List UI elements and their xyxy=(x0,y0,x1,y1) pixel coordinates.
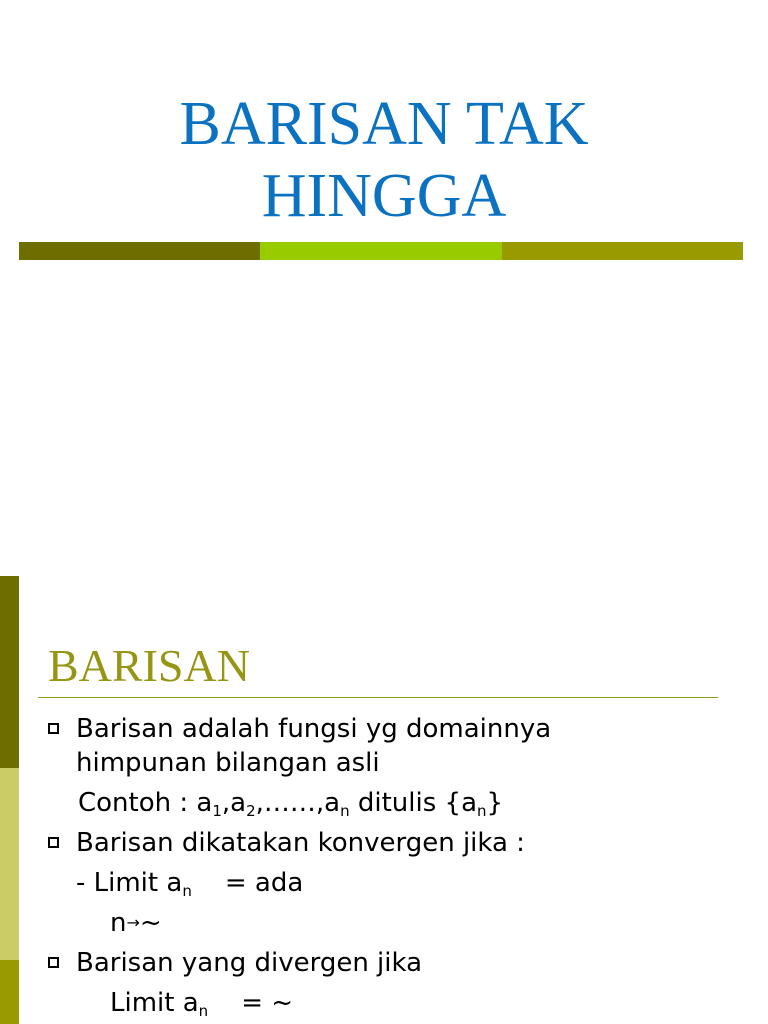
slide-title: BARISAN TAK HINGGA xyxy=(179,90,589,230)
bullet2-limit xyxy=(76,866,303,900)
limit-result: = ada xyxy=(191,868,304,898)
example-text-3: ,……,a xyxy=(255,788,341,818)
bullet-square-icon xyxy=(48,723,59,734)
example-text-4: ditulis {a xyxy=(349,788,478,818)
limit-text: - Limit a xyxy=(76,868,183,898)
limit-result: = ~ xyxy=(208,988,294,1018)
example-text-1: Contoh : a xyxy=(78,788,213,818)
slide-content xyxy=(0,576,768,1024)
subscript-1: 1 xyxy=(212,802,222,820)
example-text-5: } xyxy=(486,788,504,818)
under-n: n xyxy=(110,908,127,938)
bullet3-line1: Barisan yang divergen jika xyxy=(76,948,423,978)
bullet-square-icon xyxy=(48,837,59,848)
example-text-2: ,a xyxy=(221,788,247,818)
bullet2-line1: Barisan dikatakan konvergen jika : xyxy=(76,828,525,858)
subscript-n-1: n xyxy=(340,802,350,820)
limit-subscript: n xyxy=(198,1002,209,1020)
subscript-n-2: n xyxy=(477,802,487,820)
bullet1-example xyxy=(78,786,503,820)
bullet2-limit-under xyxy=(110,906,162,940)
bullet3-limit xyxy=(110,986,293,1020)
under-tilde: ~ xyxy=(139,908,162,938)
title-bar-segment-2 xyxy=(260,242,501,260)
subscript-2: 2 xyxy=(246,802,256,820)
limit-subscript: n xyxy=(182,882,192,900)
title-bar-segment-1 xyxy=(19,242,260,260)
bullet1-line2: himpunan bilangan asli xyxy=(76,748,380,778)
bullet1-line1: Barisan adalah fungsi yg domainnya xyxy=(76,714,552,744)
title-underline-bar xyxy=(19,242,743,260)
bullet-square-icon xyxy=(48,957,59,968)
title-bar-segment-3 xyxy=(502,242,743,260)
arrow-icon: → xyxy=(126,913,140,932)
content-slide xyxy=(0,576,768,1024)
slide-heading: BARISAN xyxy=(48,640,250,691)
limit-text: Limit a xyxy=(110,988,199,1018)
